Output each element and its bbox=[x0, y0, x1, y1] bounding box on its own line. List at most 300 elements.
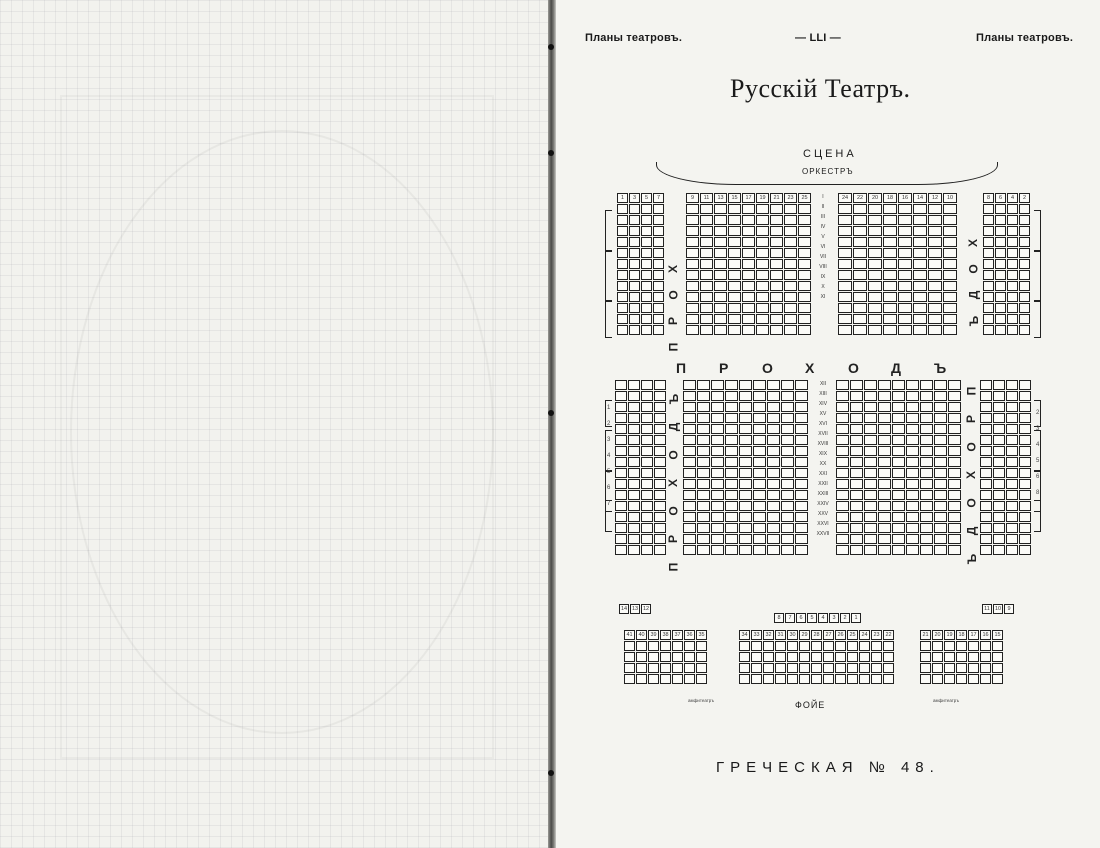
seat bbox=[686, 303, 699, 313]
seat bbox=[1019, 215, 1030, 225]
seat bbox=[711, 523, 724, 533]
seat bbox=[853, 270, 867, 280]
seat bbox=[739, 523, 752, 533]
seat: 27 bbox=[823, 630, 834, 640]
seat bbox=[836, 413, 849, 423]
seat bbox=[683, 512, 696, 522]
seat bbox=[853, 259, 867, 269]
seat: 28 bbox=[811, 630, 822, 640]
seat bbox=[641, 204, 652, 214]
box-number: 1 bbox=[607, 405, 611, 411]
seat bbox=[641, 259, 652, 269]
seat bbox=[1019, 292, 1030, 302]
seat bbox=[956, 641, 967, 651]
seat bbox=[654, 468, 666, 478]
aisle-letter: Х bbox=[805, 360, 815, 376]
seat bbox=[892, 413, 905, 423]
seat bbox=[1019, 402, 1031, 412]
seat bbox=[714, 325, 727, 335]
seat bbox=[615, 490, 627, 500]
seat bbox=[1019, 545, 1031, 555]
seat bbox=[934, 501, 947, 511]
page-title: Русскій Театръ. bbox=[730, 74, 911, 103]
seat bbox=[696, 674, 707, 684]
seat bbox=[928, 303, 942, 313]
side-aisle-letter: О bbox=[964, 442, 979, 452]
seat bbox=[615, 402, 627, 412]
seat bbox=[983, 237, 994, 247]
seat bbox=[864, 402, 877, 412]
seat bbox=[838, 204, 852, 214]
seat bbox=[892, 391, 905, 401]
seat bbox=[920, 479, 933, 489]
seat bbox=[883, 303, 897, 313]
seat bbox=[1019, 424, 1031, 434]
seat bbox=[636, 641, 647, 651]
seat: 2 bbox=[840, 613, 850, 623]
seat: 20 bbox=[932, 630, 943, 640]
theatre-address: ГРЕЧЕСКАЯ № 48. bbox=[716, 759, 940, 776]
seat bbox=[883, 674, 894, 684]
seat bbox=[878, 534, 891, 544]
seat: 7 bbox=[653, 193, 664, 203]
binding-hole bbox=[548, 410, 554, 416]
aisle-letter: Д bbox=[891, 360, 901, 376]
seat bbox=[767, 380, 780, 390]
seat bbox=[739, 380, 752, 390]
seat bbox=[770, 314, 783, 324]
seat bbox=[836, 534, 849, 544]
seat bbox=[714, 204, 727, 214]
seat: 11 bbox=[700, 193, 713, 203]
seat bbox=[798, 314, 811, 324]
side-aisle-letter: О bbox=[964, 498, 979, 508]
seat bbox=[697, 545, 710, 555]
seat bbox=[714, 237, 727, 247]
seat bbox=[898, 281, 912, 291]
seat bbox=[641, 468, 653, 478]
amphitheatre-right bbox=[920, 630, 1003, 684]
seat bbox=[898, 303, 912, 313]
seat bbox=[629, 270, 640, 280]
seat bbox=[711, 545, 724, 555]
seat: 32 bbox=[763, 630, 774, 640]
seat bbox=[770, 248, 783, 258]
seat bbox=[711, 468, 724, 478]
seat bbox=[714, 270, 727, 280]
seat bbox=[781, 435, 794, 445]
seat bbox=[878, 391, 891, 401]
seat bbox=[948, 457, 961, 467]
seat bbox=[836, 545, 849, 555]
seat bbox=[739, 424, 752, 434]
seat bbox=[920, 545, 933, 555]
seat bbox=[781, 545, 794, 555]
seat bbox=[739, 490, 752, 500]
seat bbox=[868, 204, 882, 214]
seat bbox=[913, 314, 927, 324]
seat bbox=[700, 259, 713, 269]
seat bbox=[1006, 424, 1018, 434]
seat: 14 bbox=[620, 606, 628, 612]
box-bracket bbox=[605, 300, 612, 338]
seat bbox=[753, 402, 766, 412]
seat bbox=[1006, 402, 1018, 412]
seat bbox=[784, 270, 797, 280]
seat bbox=[629, 237, 640, 247]
seat bbox=[943, 325, 957, 335]
seat bbox=[700, 204, 713, 214]
seat bbox=[617, 248, 628, 258]
seat bbox=[763, 674, 774, 684]
seat bbox=[672, 663, 683, 673]
seat bbox=[836, 435, 849, 445]
seat bbox=[883, 663, 894, 673]
seat bbox=[629, 204, 640, 214]
seat bbox=[850, 479, 863, 489]
seat bbox=[781, 512, 794, 522]
seat bbox=[980, 402, 992, 412]
seat bbox=[742, 325, 755, 335]
seat bbox=[993, 380, 1005, 390]
seat bbox=[836, 457, 849, 467]
seat bbox=[725, 424, 738, 434]
seat bbox=[641, 413, 653, 423]
row-numeral: XXIII bbox=[817, 491, 829, 497]
seat bbox=[628, 424, 640, 434]
seat bbox=[700, 314, 713, 324]
seat: 1 bbox=[851, 613, 861, 623]
seat bbox=[948, 424, 961, 434]
seat bbox=[795, 402, 808, 412]
front-left-block bbox=[617, 193, 664, 335]
seat bbox=[617, 292, 628, 302]
seat bbox=[615, 435, 627, 445]
seat bbox=[853, 226, 867, 236]
seat bbox=[864, 534, 877, 544]
seat bbox=[928, 281, 942, 291]
seat bbox=[653, 325, 664, 335]
seat bbox=[781, 457, 794, 467]
side-aisle-letter: П bbox=[666, 342, 681, 352]
box-number: 4 bbox=[607, 453, 611, 459]
row-numeral: IX bbox=[820, 274, 826, 280]
seat bbox=[1019, 457, 1031, 467]
seat bbox=[1019, 413, 1031, 423]
seat bbox=[934, 402, 947, 412]
seat bbox=[853, 237, 867, 247]
seat bbox=[878, 424, 891, 434]
seat bbox=[838, 226, 852, 236]
seat bbox=[823, 652, 834, 662]
seat bbox=[934, 523, 947, 533]
seat: 4 bbox=[818, 613, 828, 623]
seat bbox=[1007, 215, 1018, 225]
box-bracket bbox=[605, 250, 612, 302]
seat bbox=[739, 501, 752, 511]
seat bbox=[913, 226, 927, 236]
seat bbox=[714, 248, 727, 258]
seat bbox=[739, 468, 752, 478]
seat bbox=[660, 674, 671, 684]
seat bbox=[641, 457, 653, 467]
seat bbox=[628, 468, 640, 478]
seat bbox=[968, 652, 979, 662]
seat bbox=[770, 292, 783, 302]
rear-center-right-block bbox=[836, 380, 961, 555]
seat bbox=[641, 446, 653, 456]
seat bbox=[767, 446, 780, 456]
seat bbox=[871, 663, 882, 673]
seat bbox=[767, 468, 780, 478]
seat bbox=[883, 226, 897, 236]
seat bbox=[739, 479, 752, 489]
seat bbox=[1006, 468, 1018, 478]
seat bbox=[641, 523, 653, 533]
seat bbox=[739, 391, 752, 401]
seat bbox=[993, 435, 1005, 445]
seat bbox=[835, 641, 846, 651]
seat bbox=[928, 204, 942, 214]
seat bbox=[836, 512, 849, 522]
seat bbox=[823, 663, 834, 673]
seat: 20 bbox=[868, 193, 882, 203]
seat bbox=[784, 215, 797, 225]
seat bbox=[1019, 380, 1031, 390]
seat bbox=[628, 380, 640, 390]
seat bbox=[686, 281, 699, 291]
seat bbox=[993, 424, 1005, 434]
seat bbox=[993, 391, 1005, 401]
seat bbox=[697, 424, 710, 434]
seat bbox=[859, 652, 870, 662]
seat bbox=[980, 674, 991, 684]
side-aisle-letter: П bbox=[964, 386, 979, 396]
seat: 40 bbox=[636, 630, 647, 640]
seat bbox=[892, 512, 905, 522]
seat bbox=[697, 413, 710, 423]
seat bbox=[795, 457, 808, 467]
seat bbox=[868, 215, 882, 225]
seat bbox=[983, 292, 994, 302]
seat bbox=[799, 663, 810, 673]
seat bbox=[1019, 523, 1031, 533]
seat bbox=[742, 303, 755, 313]
seat bbox=[1007, 226, 1018, 236]
seat bbox=[654, 424, 666, 434]
seat bbox=[993, 457, 1005, 467]
seat bbox=[859, 674, 870, 684]
seat bbox=[864, 490, 877, 500]
seat bbox=[784, 325, 797, 335]
seat bbox=[697, 391, 710, 401]
seat bbox=[1019, 512, 1031, 522]
seat bbox=[617, 215, 628, 225]
seat bbox=[836, 501, 849, 511]
seat bbox=[629, 292, 640, 302]
seat bbox=[683, 402, 696, 412]
seat bbox=[995, 215, 1006, 225]
seat bbox=[836, 402, 849, 412]
seat bbox=[835, 663, 846, 673]
seat bbox=[636, 652, 647, 662]
seat bbox=[781, 523, 794, 533]
bleed-through-frame bbox=[60, 95, 494, 759]
seat bbox=[868, 226, 882, 236]
seat bbox=[767, 435, 780, 445]
running-header-right: Планы театровъ. bbox=[976, 32, 1074, 44]
seat bbox=[753, 391, 766, 401]
seat bbox=[993, 512, 1005, 522]
seat bbox=[864, 413, 877, 423]
seat bbox=[811, 674, 822, 684]
seat bbox=[1007, 204, 1018, 214]
seat bbox=[711, 391, 724, 401]
seat bbox=[775, 663, 786, 673]
seat bbox=[756, 325, 769, 335]
seat bbox=[683, 457, 696, 467]
seat bbox=[684, 674, 695, 684]
seat bbox=[847, 652, 858, 662]
seat bbox=[770, 325, 783, 335]
seat bbox=[993, 479, 1005, 489]
seat bbox=[742, 226, 755, 236]
row-numeral: XVI bbox=[818, 421, 828, 427]
seat bbox=[725, 457, 738, 467]
seat bbox=[660, 641, 671, 651]
seat bbox=[864, 523, 877, 533]
seat bbox=[934, 446, 947, 456]
seat bbox=[883, 215, 897, 225]
seat bbox=[787, 674, 798, 684]
seat bbox=[770, 259, 783, 269]
row-numeral: V bbox=[821, 234, 825, 240]
seat bbox=[892, 446, 905, 456]
seat bbox=[906, 479, 919, 489]
seat bbox=[892, 479, 905, 489]
seat bbox=[948, 468, 961, 478]
seat bbox=[654, 457, 666, 467]
seat bbox=[697, 402, 710, 412]
seat bbox=[948, 402, 961, 412]
seat bbox=[878, 468, 891, 478]
seat bbox=[898, 292, 912, 302]
seat bbox=[864, 501, 877, 511]
seat bbox=[725, 534, 738, 544]
seat bbox=[878, 501, 891, 511]
seat bbox=[725, 402, 738, 412]
seat bbox=[850, 380, 863, 390]
seat bbox=[853, 292, 867, 302]
seat bbox=[653, 248, 664, 258]
seat bbox=[838, 281, 852, 291]
seat bbox=[993, 446, 1005, 456]
seat bbox=[636, 674, 647, 684]
seat bbox=[739, 457, 752, 467]
seat bbox=[653, 303, 664, 313]
seat bbox=[739, 641, 750, 651]
front-center-right-block bbox=[838, 193, 957, 335]
seat bbox=[725, 435, 738, 445]
seat bbox=[892, 424, 905, 434]
seat bbox=[628, 402, 640, 412]
seat bbox=[878, 545, 891, 555]
seat bbox=[725, 468, 738, 478]
seat bbox=[943, 248, 957, 258]
row-numeral: XXV bbox=[817, 511, 828, 517]
seat bbox=[932, 641, 943, 651]
seat bbox=[767, 545, 780, 555]
seat bbox=[696, 641, 707, 651]
seat bbox=[1019, 391, 1031, 401]
seat bbox=[725, 380, 738, 390]
seat bbox=[864, 380, 877, 390]
seat bbox=[980, 435, 992, 445]
seat: 25 bbox=[798, 193, 811, 203]
seat bbox=[711, 490, 724, 500]
seat bbox=[781, 501, 794, 511]
seat bbox=[697, 490, 710, 500]
seat bbox=[920, 424, 933, 434]
seat bbox=[878, 402, 891, 412]
row-numeral: XIV bbox=[818, 401, 828, 407]
seat bbox=[928, 314, 942, 324]
seat bbox=[617, 303, 628, 313]
seat bbox=[836, 490, 849, 500]
seat bbox=[628, 490, 640, 500]
side-aisle-letter: Х bbox=[964, 470, 979, 480]
seat bbox=[615, 512, 627, 522]
seat bbox=[728, 226, 741, 236]
seat bbox=[932, 663, 943, 673]
seat bbox=[697, 468, 710, 478]
seat bbox=[725, 512, 738, 522]
seat bbox=[871, 674, 882, 684]
row-numeral: II bbox=[821, 204, 825, 210]
seat bbox=[615, 468, 627, 478]
seat bbox=[617, 325, 628, 335]
aisle-letter: Р bbox=[719, 360, 729, 376]
seat bbox=[983, 215, 994, 225]
seat bbox=[956, 652, 967, 662]
seat bbox=[697, 380, 710, 390]
seat bbox=[836, 468, 849, 478]
seat bbox=[781, 446, 794, 456]
seat bbox=[641, 226, 652, 236]
seat bbox=[742, 215, 755, 225]
seat: 11 bbox=[982, 604, 992, 614]
seat bbox=[1019, 281, 1030, 291]
seat bbox=[920, 674, 931, 684]
seat: 41 bbox=[624, 630, 635, 640]
seat bbox=[983, 204, 994, 214]
seat bbox=[697, 501, 710, 511]
seat bbox=[892, 523, 905, 533]
seat bbox=[980, 446, 992, 456]
row-numeral: XXVII bbox=[816, 531, 830, 537]
seat bbox=[928, 215, 942, 225]
seat bbox=[892, 534, 905, 544]
seat bbox=[753, 435, 766, 445]
seat bbox=[763, 641, 774, 651]
seat bbox=[1019, 248, 1030, 258]
seat bbox=[1019, 435, 1031, 445]
front-center-left-block bbox=[686, 193, 811, 335]
seat bbox=[864, 424, 877, 434]
seat bbox=[934, 468, 947, 478]
seat bbox=[906, 380, 919, 390]
seat bbox=[795, 435, 808, 445]
